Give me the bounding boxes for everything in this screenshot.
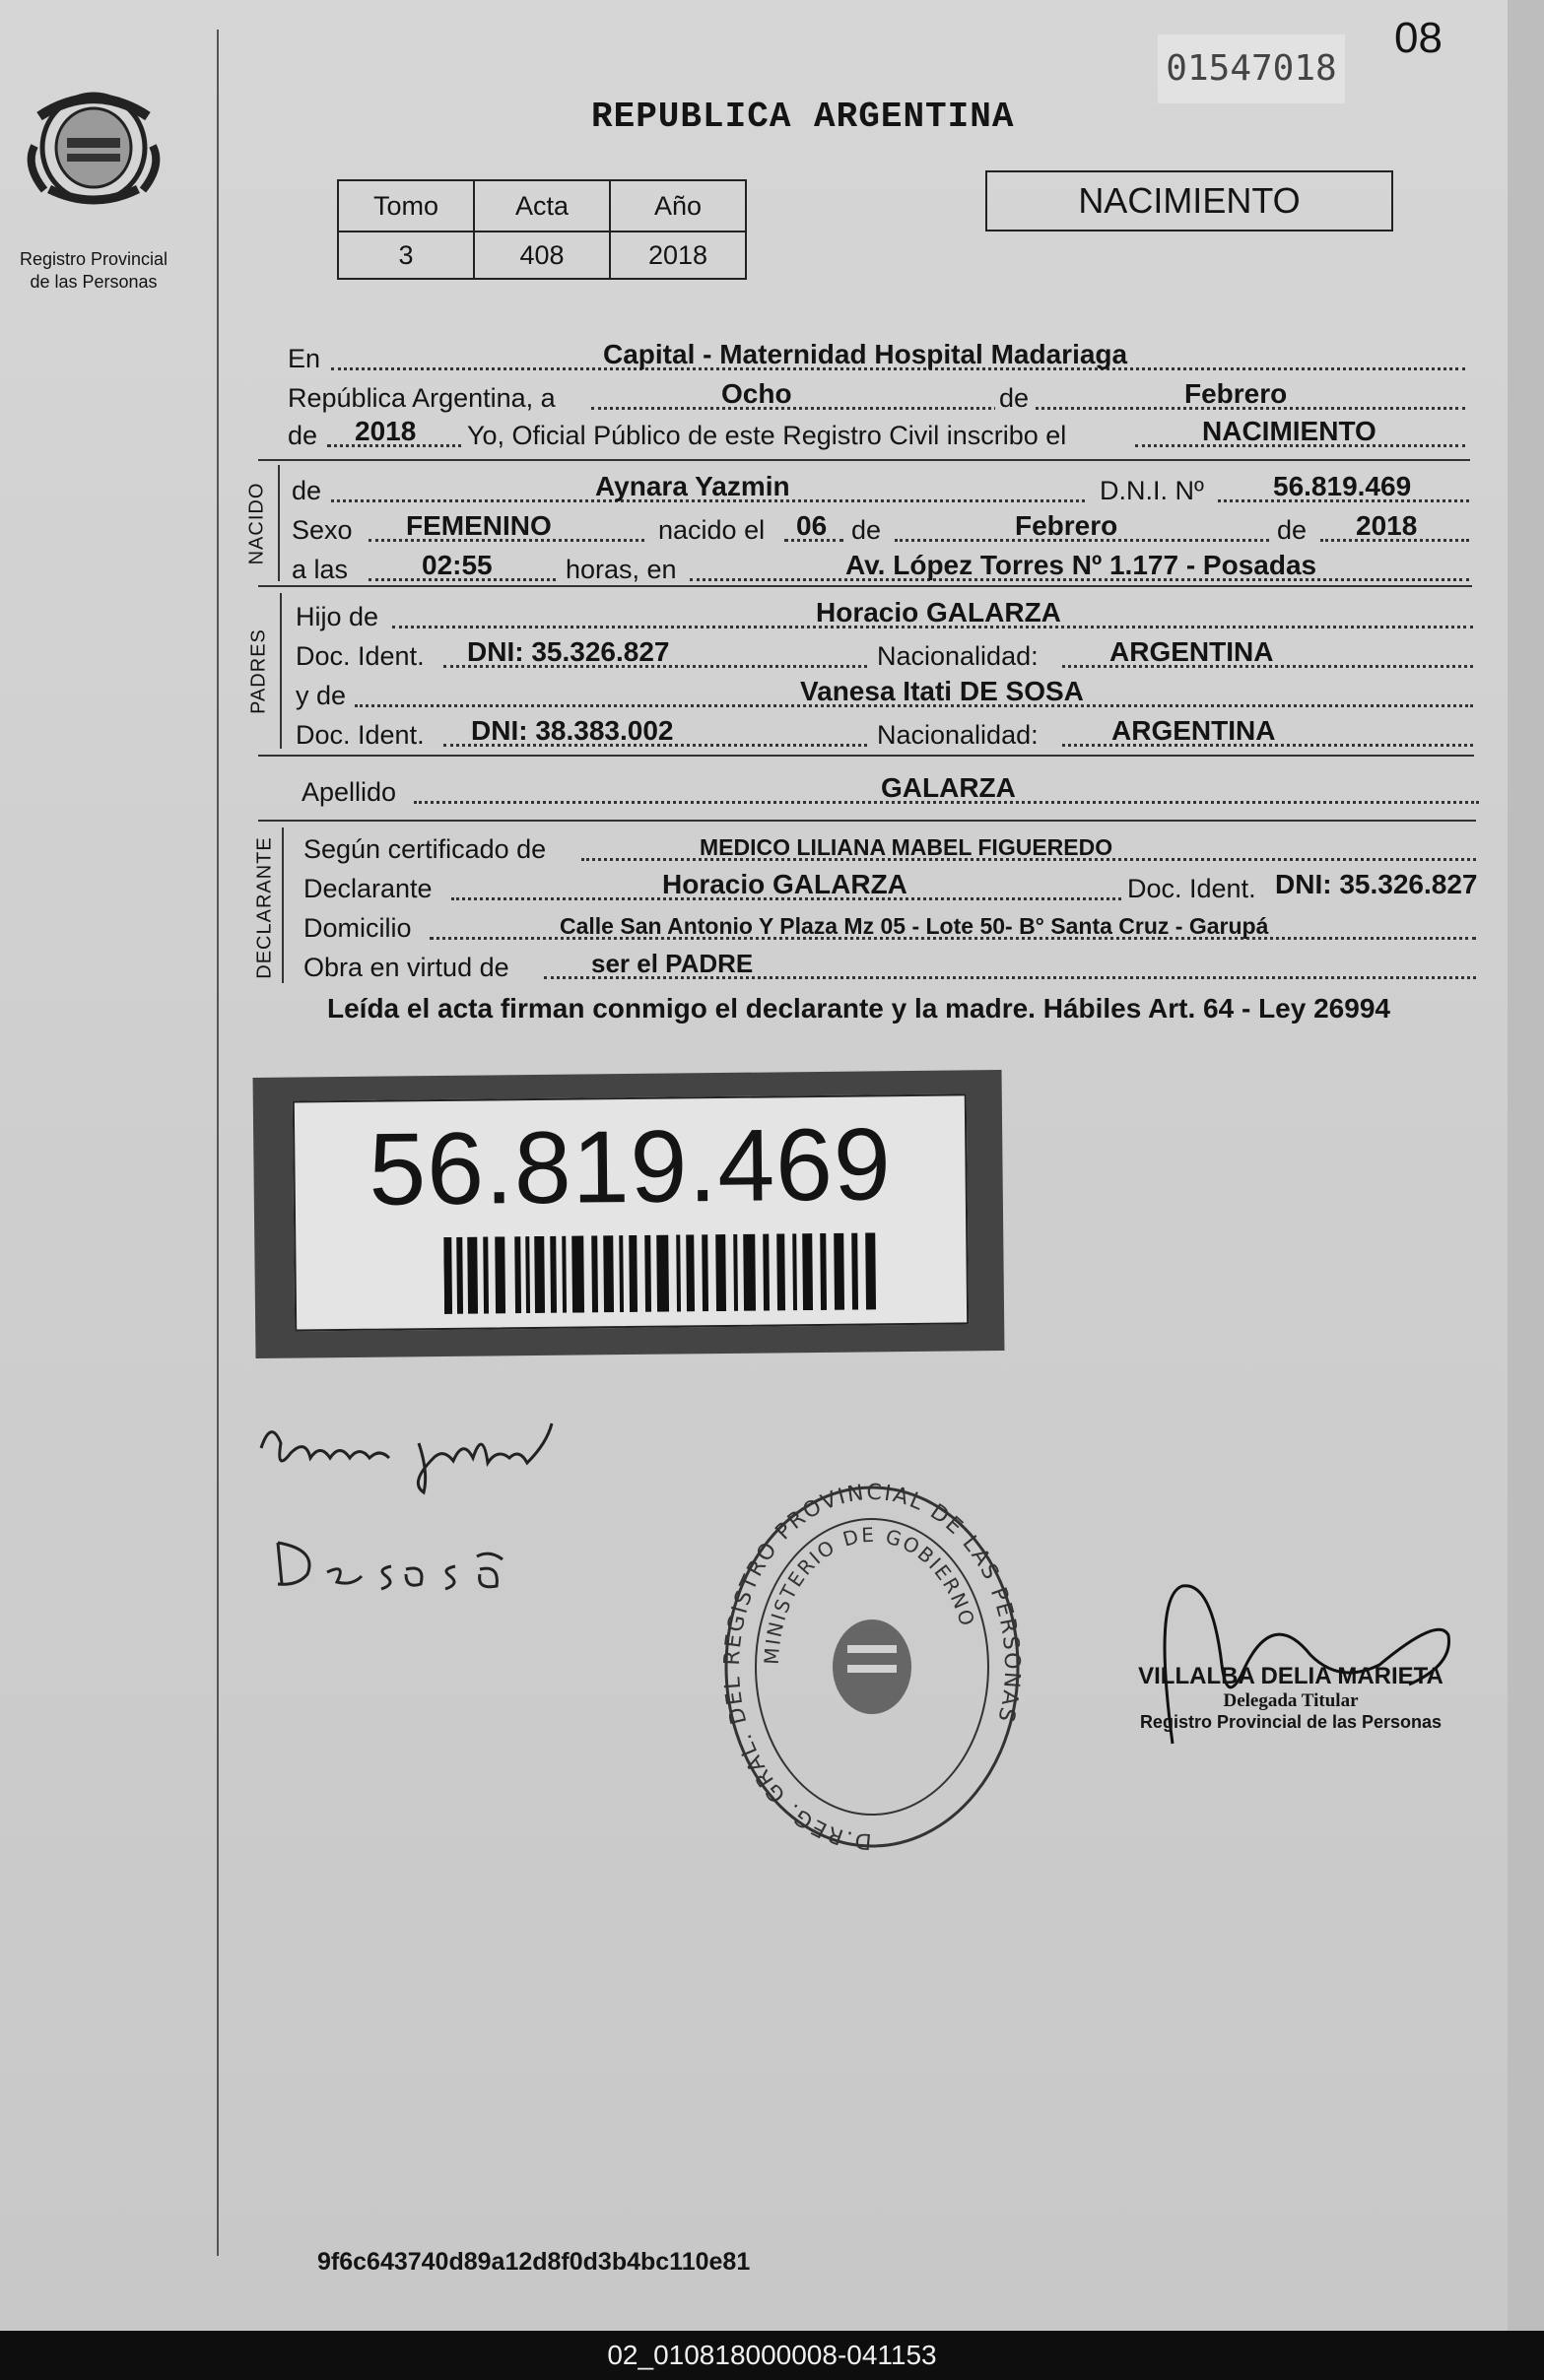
registry-line-1: Registro Provincial: [19, 249, 168, 269]
registrar-name: VILLALBA DELIA MARIETA: [1138, 1663, 1443, 1689]
legal-note: Leída el acta firman conmigo el declarante y la madre. Hábiles Art. 64 - Ley 26994: [327, 993, 1390, 1024]
value-year: 2018: [355, 416, 417, 446]
province-seal-icon: [20, 87, 168, 205]
label-de-3: de: [1277, 515, 1308, 545]
document-hash: 9f6c643740d89a12d8f0d3b4bc110e81: [317, 2248, 751, 2276]
record-table: [337, 179, 747, 280]
label-nacionalidad: Nacionalidad:: [877, 720, 1039, 750]
value-declarante: Horacio GALARZA: [662, 869, 907, 899]
value-obra: ser el PADRE: [591, 949, 754, 978]
value-apellido: GALARZA: [881, 772, 1016, 803]
line-mother-doc: [296, 711, 1473, 755]
value-mother: Vanesa Itati DE SOSA: [800, 676, 1084, 706]
separator: [258, 755, 1474, 757]
line-mother: [296, 672, 1473, 715]
line-declarante: [303, 865, 1476, 908]
father-signature: [251, 1404, 567, 1497]
section-nacido: NACIDO: [245, 482, 268, 565]
value-anio: 2018: [610, 231, 746, 279]
value-certificado: MEDICO LILIANA MABEL FIGUEREDO: [700, 834, 1113, 860]
line-oficial: [288, 412, 1465, 455]
separator: [258, 820, 1476, 822]
seal-inner-text: MINISTERIO DE GOBIERNO: [759, 1522, 980, 1666]
value-father-nationality: ARGENTINA: [1109, 636, 1274, 667]
line-father-doc: [296, 632, 1473, 676]
line-obra: [303, 944, 1476, 987]
line-sexo: [292, 506, 1469, 550]
value-dni: 56.819.469: [1273, 471, 1412, 501]
dni-sticker-number: 56.819.469: [368, 1107, 893, 1227]
value-tomo: 3: [338, 231, 474, 279]
label-de: de: [995, 383, 1033, 414]
section-padres: PADRES: [247, 628, 270, 714]
value-birth-year: 2018: [1356, 510, 1418, 541]
registrar-role: Delegada Titular: [1223, 1690, 1359, 1711]
record-type-box: NACIMIENTO: [985, 170, 1393, 231]
value-time: 02:55: [422, 550, 493, 580]
value-birth-place: Av. López Torres Nº 1.177 - Posadas: [845, 550, 1317, 580]
label-doc: Doc. Ident.: [296, 641, 425, 671]
label-obra: Obra en virtud de: [303, 953, 509, 982]
value-mother-nationality: ARGENTINA: [1111, 715, 1276, 746]
header-anio: Año: [610, 180, 746, 231]
label-de: de: [292, 476, 322, 505]
label-apellido: Apellido: [302, 777, 397, 807]
label-doc: Doc. Ident.: [1127, 874, 1256, 903]
line-hora: [292, 546, 1469, 589]
registry-line-2: de las Personas: [30, 272, 158, 292]
line-domicilio: [303, 904, 1476, 948]
value-place: Capital - Maternidad Hospital Madariaga: [603, 339, 1128, 369]
label-republica: República Argentina, a: [288, 383, 556, 413]
value-name: Aynara Yazmin: [595, 471, 790, 501]
label-hijo: Hijo de: [296, 602, 379, 631]
value-declarante-doc: DNI: 35.326.827: [1275, 869, 1478, 899]
label-horas: horas, en: [566, 555, 677, 584]
line-en: [288, 335, 1465, 378]
seal-outer-text: D.REG. GRAL. DEL REGISTRO PROVINCIAL DE LAS PERSONAS: [719, 1480, 1025, 1852]
value-mother-doc: DNI: 38.383.002: [471, 715, 674, 746]
value-father-doc: DNI: 35.326.827: [467, 636, 670, 667]
line-father: [296, 593, 1473, 636]
value-month: Febrero: [1184, 378, 1288, 409]
label-y-de: y de: [296, 681, 347, 710]
label-domicilio: Domicilio: [303, 913, 412, 943]
label-nacionalidad: Nacionalidad:: [877, 641, 1039, 671]
value-domicilio: Calle San Antonio Y Plaza Mz 05 - Lote 50- B° Santa Cruz - Garupá: [560, 913, 1269, 939]
value-acta: 408: [474, 231, 610, 279]
label-oficial: Yo, Oficial Público de este Registro Civil inscribo el: [463, 421, 1070, 451]
line-name: [292, 467, 1469, 510]
line-apellido: [302, 768, 1479, 812]
label-declarante: Declarante: [303, 874, 433, 903]
registrar-stamp: [1113, 1663, 1468, 1733]
value-birth-day: 06: [796, 510, 828, 541]
label-dni: D.N.I. Nº: [1100, 476, 1204, 505]
serial-number: 01547018: [1158, 34, 1345, 103]
value-father: Horacio GALARZA: [816, 597, 1061, 628]
label-a-las: a las: [292, 555, 349, 584]
scan-footer: 02_010818000008-041153: [0, 2331, 1544, 2380]
value-sexo: FEMENINO: [406, 510, 552, 541]
mother-signature: [268, 1525, 514, 1604]
page-number: 08: [1394, 14, 1443, 62]
value-birth-month: Febrero: [1015, 510, 1118, 541]
barcode-icon: [443, 1232, 878, 1314]
margin-rule: [217, 30, 219, 2256]
section-declarante: DECLARANTE: [253, 836, 276, 979]
registrar-org: Registro Provincial de las Personas: [1139, 1712, 1443, 1732]
header-tomo: Tomo: [338, 180, 474, 231]
registry-caption: [0, 248, 187, 294]
value-day-word: Ocho: [721, 378, 792, 409]
official-seal: [719, 1478, 1025, 1852]
label-de-year: de: [288, 421, 318, 450]
value-act-type: NACIMIENTO: [1202, 416, 1376, 446]
document-title: REPUBLICA ARGENTINA: [591, 97, 1015, 137]
header-acta: Acta: [474, 180, 610, 231]
separator: [258, 585, 1472, 587]
label-nacido: nacido el: [658, 515, 766, 545]
label-sexo: Sexo: [292, 515, 353, 545]
label-de-2: de: [851, 515, 882, 545]
coat-of-arms-icon: [833, 1620, 911, 1714]
label-en: En: [288, 344, 321, 373]
label-doc: Doc. Ident.: [296, 720, 425, 750]
label-certificado: Según certificado de: [303, 834, 547, 864]
separator: [258, 459, 1470, 461]
dni-sticker: [253, 1070, 1005, 1358]
line-certificado: [303, 826, 1476, 869]
